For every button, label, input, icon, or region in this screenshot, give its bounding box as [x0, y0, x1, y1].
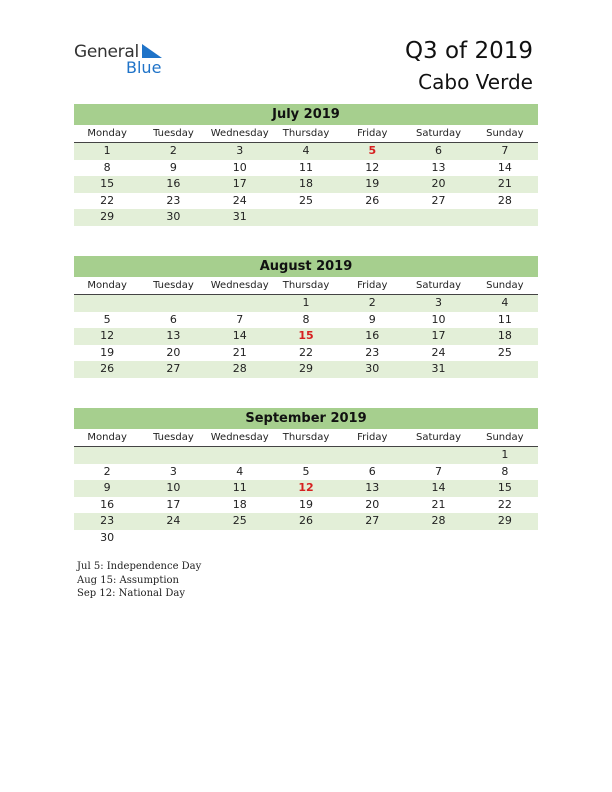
day-cell: 20 — [365, 497, 380, 511]
week-row — [74, 447, 538, 464]
weekday-label: Friday — [357, 280, 388, 291]
day-cell — [339, 530, 405, 547]
day-cell: 16 — [100, 497, 115, 511]
day-cell: 12 — [100, 329, 115, 342]
day-cell: 14 — [497, 160, 512, 174]
day-cell: 21 — [431, 497, 446, 511]
weekday-label: Tuesday — [153, 280, 194, 291]
day-cell: 18 — [232, 497, 247, 511]
day-cell: 2 — [103, 464, 111, 478]
weekday-label: Sunday — [486, 432, 524, 443]
day-cell: 1 — [103, 144, 111, 157]
day-cell: 8 — [103, 160, 111, 174]
day-cell: 28 — [431, 514, 446, 527]
week-row — [74, 312, 538, 329]
day-cell: 21 — [232, 345, 247, 359]
weekday-label: Sunday — [486, 128, 524, 139]
week-row — [74, 464, 538, 481]
day-cell: 31 — [232, 210, 247, 223]
day-cell: 10 — [166, 481, 181, 494]
holiday-note: Jul 5: Independence Day — [77, 561, 202, 572]
day-cell — [273, 530, 339, 547]
day-cell — [273, 209, 339, 226]
day-cell: 7 — [236, 312, 244, 326]
day-cell: 12 — [365, 160, 380, 174]
weekday-label: Sunday — [486, 280, 524, 291]
week-row — [74, 209, 538, 226]
weekday-label: Monday — [87, 128, 127, 139]
day-cell: 23 — [365, 345, 380, 359]
day-cell: 25 — [232, 514, 247, 527]
day-cell: 11 — [232, 481, 247, 494]
day-cell: 18 — [497, 329, 512, 342]
weekday-label: Friday — [357, 128, 388, 139]
week-row — [74, 361, 538, 378]
day-cell: 20 — [166, 345, 181, 359]
weekday-header-row — [74, 429, 538, 447]
holiday-notes — [77, 560, 201, 601]
day-cell — [207, 295, 273, 312]
logo-text-blue: Blue — [126, 58, 162, 77]
weekday-label: Monday — [87, 280, 127, 291]
day-cell: 10 — [431, 312, 446, 326]
day-cell: 27 — [431, 193, 446, 207]
weekday-label: Friday — [357, 432, 388, 443]
day-cell: 7 — [435, 464, 443, 478]
day-cell: 22 — [100, 193, 115, 207]
day-cell: 23 — [100, 514, 115, 527]
calendar-month-august — [74, 256, 538, 378]
day-cell: 3 — [236, 144, 244, 157]
day-cell: 13 — [166, 329, 181, 342]
holiday-day-cell: 12 — [298, 481, 314, 494]
week-row — [74, 160, 538, 177]
day-cell: 28 — [497, 193, 512, 207]
day-cell: 8 — [501, 464, 509, 478]
day-cell: 1 — [302, 296, 310, 309]
day-cell — [207, 447, 273, 464]
weekday-label: Tuesday — [153, 128, 194, 139]
day-cell: 23 — [166, 193, 181, 207]
day-cell — [405, 530, 471, 547]
weekday-label: Saturday — [416, 432, 462, 443]
day-cell: 25 — [497, 345, 512, 359]
day-cell: 30 — [365, 362, 380, 375]
day-cell: 10 — [232, 160, 247, 174]
weekday-label: Wednesday — [210, 432, 269, 443]
day-cell — [472, 530, 538, 547]
day-cell: 22 — [497, 497, 512, 511]
day-cell: 4 — [302, 144, 310, 157]
calendar-month-september — [74, 408, 538, 546]
page-title: Q3 of 2019 — [404, 38, 533, 64]
day-cell: 24 — [232, 193, 247, 207]
week-row — [74, 530, 538, 547]
day-cell — [405, 209, 471, 226]
day-cell — [339, 209, 405, 226]
day-cell: 16 — [166, 177, 181, 190]
holiday-day-cell: 15 — [298, 329, 314, 342]
weekday-header-row — [74, 277, 538, 295]
day-cell: 8 — [302, 312, 310, 326]
day-cell: 11 — [497, 312, 512, 326]
weekday-label: Wednesday — [210, 280, 269, 291]
weekday-label: Thursday — [282, 280, 330, 291]
day-cell: 30 — [100, 530, 115, 544]
day-cell: 1 — [501, 448, 509, 461]
day-cell: 2 — [169, 144, 177, 157]
day-cell: 6 — [169, 312, 177, 326]
week-row — [74, 143, 538, 160]
week-row — [74, 345, 538, 362]
day-cell — [74, 447, 140, 464]
day-cell: 19 — [365, 177, 380, 190]
day-cell — [140, 447, 206, 464]
day-cell: 18 — [298, 177, 313, 190]
week-row — [74, 328, 538, 345]
day-cell: 13 — [431, 160, 446, 174]
generalblue-logo — [74, 42, 174, 78]
day-cell: 6 — [435, 144, 443, 157]
day-cell: 29 — [298, 362, 313, 375]
day-cell: 9 — [169, 160, 177, 174]
day-cell: 16 — [365, 329, 380, 342]
weekday-label: Wednesday — [210, 128, 269, 139]
day-cell — [140, 295, 206, 312]
day-cell: 17 — [431, 329, 446, 342]
day-cell: 29 — [100, 210, 115, 223]
day-cell — [74, 295, 140, 312]
day-cell — [207, 530, 273, 547]
day-cell: 26 — [100, 362, 115, 375]
week-row — [74, 193, 538, 210]
weekday-label: Saturday — [416, 280, 462, 291]
month-title: August 2019 — [74, 256, 538, 277]
day-cell: 20 — [431, 177, 446, 190]
week-row — [74, 513, 538, 530]
country-name: Cabo Verde — [418, 70, 533, 94]
holiday-day-cell: 5 — [368, 144, 377, 157]
weekday-header-row — [74, 125, 538, 143]
day-cell: 15 — [100, 177, 115, 190]
weekday-label: Thursday — [282, 432, 330, 443]
day-cell — [405, 447, 471, 464]
day-cell — [273, 447, 339, 464]
logo-text-general: General — [74, 42, 139, 62]
day-cell: 13 — [365, 481, 380, 494]
weekday-label: Monday — [87, 432, 127, 443]
day-cell: 4 — [236, 464, 244, 478]
week-row — [74, 295, 538, 312]
day-cell: 26 — [298, 514, 313, 527]
weekday-label: Thursday — [282, 128, 330, 139]
day-cell: 22 — [298, 345, 313, 359]
month-title: September 2019 — [74, 408, 538, 429]
week-row — [74, 480, 538, 497]
holiday-note: Aug 15: Assumption — [77, 574, 180, 586]
day-cell: 24 — [166, 514, 181, 527]
day-cell: 30 — [166, 210, 181, 223]
week-row — [74, 176, 538, 193]
day-cell: 9 — [103, 481, 111, 494]
weekday-label: Tuesday — [153, 432, 194, 443]
calendar-month-july — [74, 104, 538, 226]
day-cell: 27 — [166, 362, 181, 375]
day-cell: 25 — [298, 193, 313, 207]
day-cell: 7 — [501, 144, 509, 157]
day-cell: 4 — [501, 296, 509, 309]
day-cell: 19 — [298, 497, 313, 511]
day-cell: 29 — [497, 514, 512, 527]
day-cell: 14 — [431, 481, 446, 494]
weekday-label: Saturday — [416, 128, 462, 139]
day-cell: 17 — [166, 497, 181, 511]
day-cell: 14 — [232, 329, 247, 342]
day-cell: 11 — [298, 160, 313, 174]
day-cell: 31 — [431, 362, 446, 375]
day-cell — [339, 447, 405, 464]
holiday-note: Sep 12: National Day — [77, 588, 185, 599]
month-title: July 2019 — [74, 104, 538, 125]
day-cell: 5 — [302, 464, 310, 478]
week-row — [74, 497, 538, 514]
day-cell: 27 — [365, 514, 380, 527]
day-cell — [140, 530, 206, 547]
day-cell: 3 — [169, 464, 177, 478]
day-cell: 2 — [368, 296, 376, 309]
day-cell: 26 — [365, 193, 380, 207]
day-cell: 19 — [100, 345, 115, 359]
logo-triangle-icon — [142, 44, 162, 58]
day-cell: 17 — [232, 177, 247, 190]
day-cell: 15 — [497, 481, 512, 494]
day-cell: 5 — [103, 312, 111, 326]
day-cell: 6 — [368, 464, 376, 478]
day-cell: 21 — [497, 177, 512, 190]
day-cell: 24 — [431, 345, 446, 359]
day-cell: 9 — [368, 312, 376, 326]
day-cell: 28 — [232, 362, 247, 375]
day-cell — [472, 209, 538, 226]
day-cell — [472, 361, 538, 378]
day-cell: 3 — [435, 296, 443, 309]
